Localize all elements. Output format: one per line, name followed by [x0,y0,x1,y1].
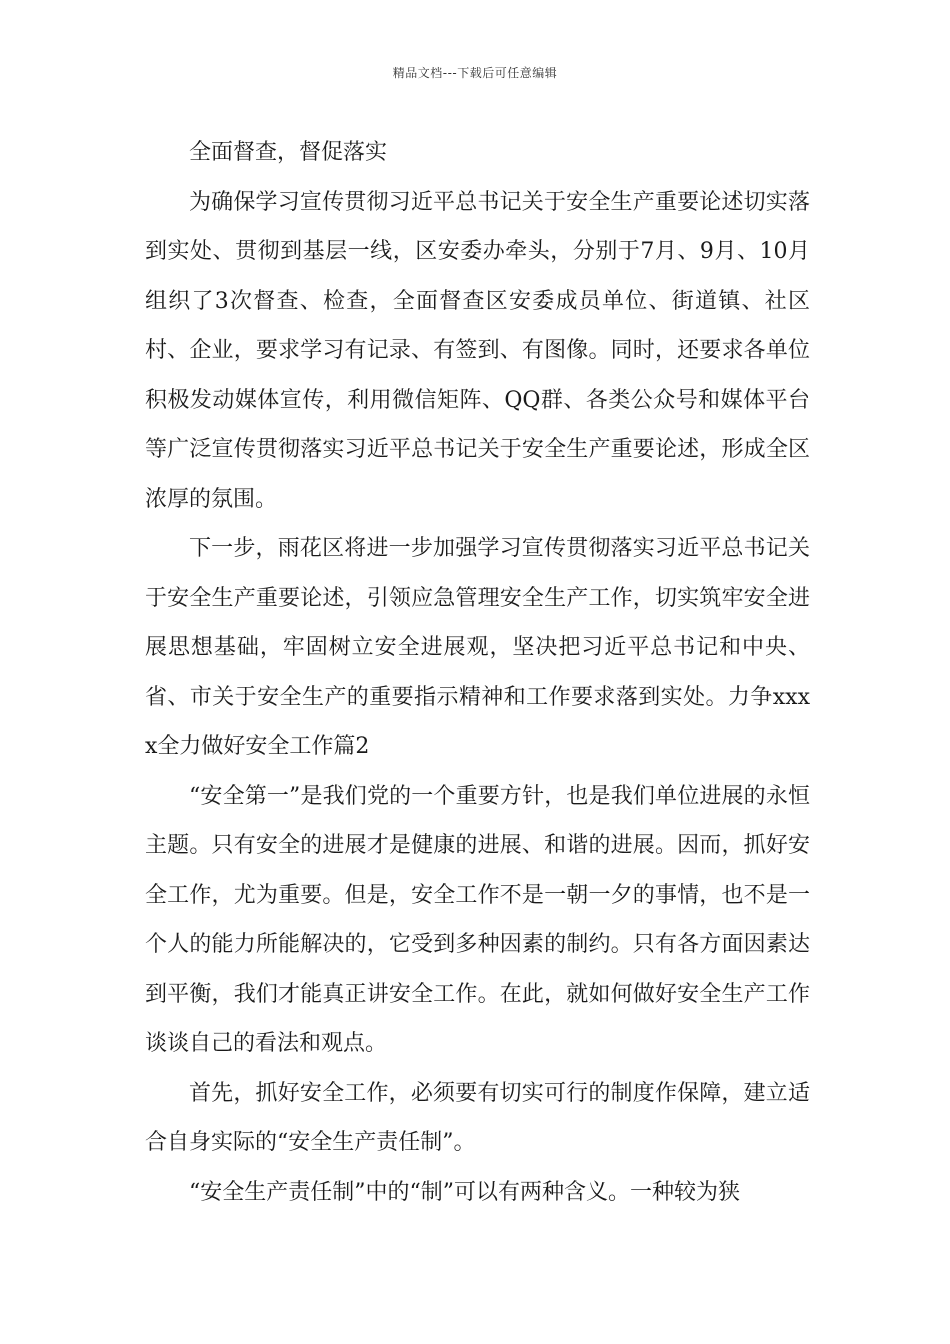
paragraph-2: 为确保学习宣传贯彻习近平总书记关于安全生产重要论述切实落到实处、贯彻到基层一线，区安委办牵头，分别于7月、9月、10月组织了3次督查、检查，全面督查区安委成员单位、街道镇、社区村、企业，要求学习有记录、有签到、有图像。同时，还要求各单位积极发动媒体宣传，利用微信矩阵、QQ群、各类公众号和媒体平台等广泛宣传贯彻落实习近平总书记关于安全生产重要论述，形成全区浓厚的氛围。 [145,189,810,512]
paragraph-1: 全面督查，督促落实 [189,140,388,165]
paragraph-3: 下一步，雨花区将进一步加强学习宣传贯彻落实习近平总书记关于安全生产重要论述，引领应急管理安全生产工作，切实筑牢安全进展思想基础，牢固树立安全进展观，坚决把习近平总书记和中央、省、市关于安全生产的重要指示精神和工作要求落到实处。力争xxxx全力做好安全工作篇2 [145,536,810,759]
document-body [145,128,810,1217]
paragraph-5: 首先，抓好安全工作，必须要有切实可行的制度作保障，建立适合自身实际的“安全生产责任制”。 [145,1080,810,1155]
paragraph-6: “安全生产责任制”中的“制”可以有两种含义。一种较为狭 [189,1179,740,1205]
paragraph-4: “安全第一”是我们党的一个重要方针，也是我们单位进展的永恒主题。只有安全的进展才是健康的进展、和谐的进展。因而，抓好安全工作，尤为重要。但是，安全工作不是一朝一夕的事情，也不是一个人的能力所能解决的，它受到多种因素的制约。只有各方面因素达到平衡，我们才能真正讲安全工作。在此，就如何做好安全生产工作谈谈自己的看法和观点。 [145,783,810,1056]
page-header: 精品文档---下载后可任意编辑 [392,66,558,80]
